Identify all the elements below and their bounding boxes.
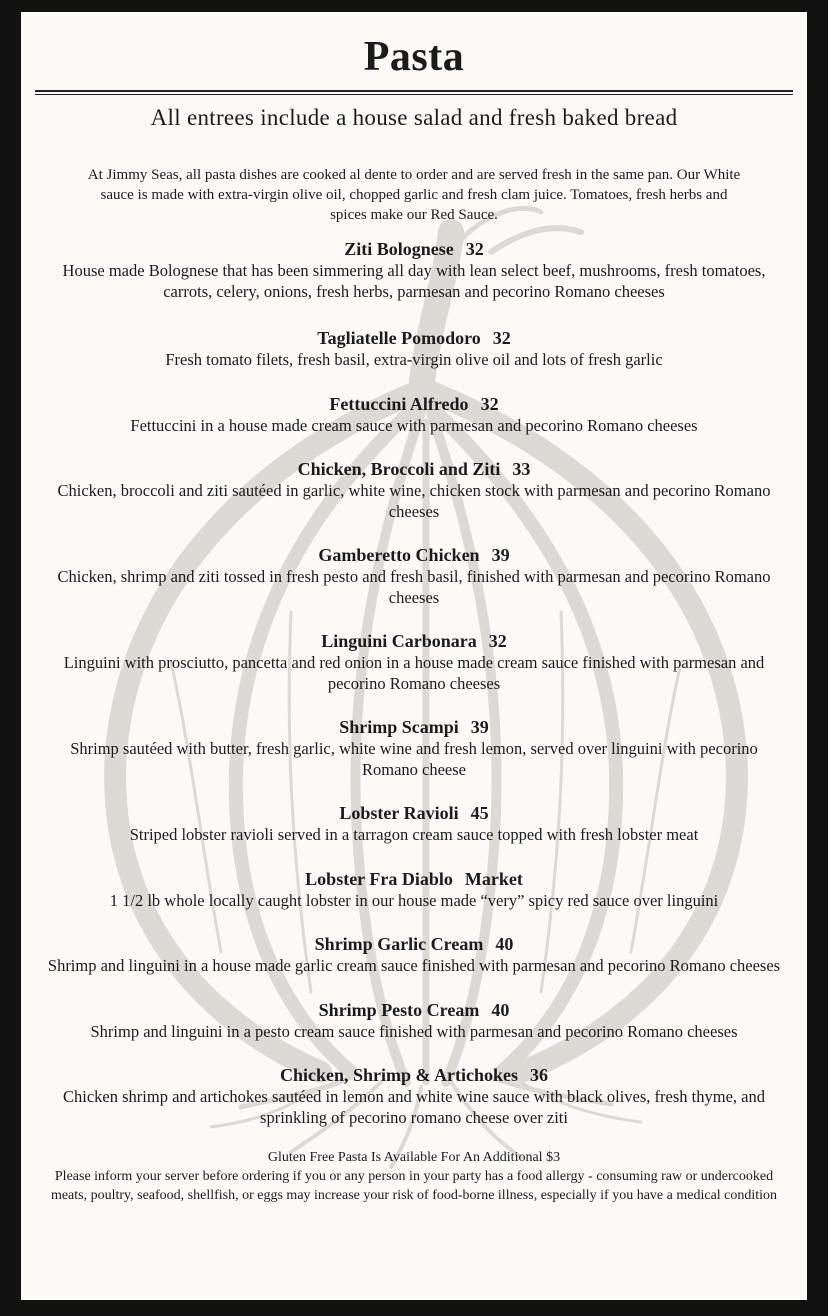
menu-item-description: Striped lobster ravioli served in a tarragon cream sauce topped with fresh lobster meat bbox=[129, 825, 699, 844]
menu-item-price: 32 bbox=[492, 328, 511, 348]
menu-item bbox=[44, 629, 784, 694]
menu-item-title bbox=[44, 392, 784, 416]
menu-item bbox=[44, 715, 784, 780]
menu-item-title bbox=[44, 801, 784, 825]
menu-item-name: Shrimp Pesto Cream bbox=[318, 999, 480, 1020]
menu-item-title bbox=[44, 543, 784, 567]
menu-footer bbox=[44, 1148, 784, 1205]
menu-item-title bbox=[44, 237, 784, 261]
menu-item-description: House made Bolognese that has been simmering all day with lean select beef, mushrooms, fresh tomatoes, carrots, celery, onions, fresh herbs, parmesan and pecorino Romano cheeses bbox=[62, 261, 766, 301]
menu-item-name: Tagliatelle Pomodoro bbox=[317, 328, 481, 348]
menu-item-name: Lobster Fra Diablo bbox=[305, 868, 453, 889]
menu-content bbox=[21, 12, 807, 1205]
menu-item-price: 40 bbox=[491, 999, 510, 1020]
menu-item-price: 33 bbox=[512, 459, 531, 479]
menu-item-description: Shrimp and linguini in a house made garlic cream sauce finished with parmesan and pecorino Romano cheeses bbox=[47, 956, 781, 975]
menu-item-description: Fettuccini in a house made cream sauce with parmesan and pecorino Romano cheeses bbox=[130, 415, 698, 435]
menu-item bbox=[44, 237, 784, 302]
menu-item bbox=[44, 932, 784, 977]
menu-item-description: Linguini with prosciutto, pancetta and red onion in a house made cream sauce finished with parmesan and pecorino Romano cheeses bbox=[63, 653, 765, 693]
menu-item-title bbox=[44, 1063, 784, 1087]
menu-item bbox=[44, 801, 784, 846]
menu-item-price: 45 bbox=[470, 803, 489, 823]
menu-item-title bbox=[44, 998, 784, 1022]
menu-item-title bbox=[44, 457, 784, 481]
menu-item-description: Chicken, shrimp and ziti tossed in fresh pesto and fresh basil, finished with parmesan and pecorino Romano cheeses bbox=[57, 567, 771, 607]
menu-item-description: Fresh tomato filets, fresh basil, extra-virgin olive oil and lots of fresh garlic bbox=[165, 350, 663, 369]
menu-item bbox=[44, 867, 784, 912]
menu-item bbox=[44, 392, 784, 437]
menu-item-name: Chicken, Broccoli and Ziti bbox=[297, 459, 501, 479]
menu-item-title bbox=[44, 715, 784, 739]
menu-item-title bbox=[44, 629, 784, 653]
menu-item bbox=[44, 457, 784, 522]
menu-item-description: 1 1/2 lb whole locally caught lobster in our house made “very” spicy red sauce over linguini bbox=[109, 890, 719, 910]
intro-paragraph: At Jimmy Seas, all pasta dishes are cooked al dente to order and are served fresh in the same pan. Our White sauce is made with extra-virgin olive oil, chopped garlic and fresh clam juice. Tomatoes, fresh herbs and spices make our Red Sauce. bbox=[87, 167, 741, 223]
menu-item-price: 36 bbox=[530, 1065, 549, 1085]
menu-item bbox=[44, 1063, 784, 1128]
menu-item-name: Shrimp Scampi bbox=[339, 717, 459, 737]
menu-items-list bbox=[21, 237, 807, 1128]
menu-item-title bbox=[44, 326, 784, 350]
menu-item-name: Ziti Bolognese bbox=[344, 239, 454, 259]
menu-item-name: Linguini Carbonara bbox=[321, 631, 477, 651]
menu-item-description: Shrimp and linguini in a pesto cream sauce finished with parmesan and pecorino Romano cheeses bbox=[90, 1021, 738, 1041]
menu-item-name: Gamberetto Chicken bbox=[318, 545, 480, 565]
menu-item-name: Chicken, Shrimp & Artichokes bbox=[279, 1065, 519, 1085]
menu-item-price: 40 bbox=[495, 934, 514, 954]
page-subtitle: All entrees include a house salad and fresh baked bread bbox=[150, 105, 678, 130]
menu-item-price: 32 bbox=[480, 393, 499, 414]
title-divider bbox=[35, 90, 793, 95]
menu-page bbox=[21, 12, 807, 1300]
page-title: Pasta bbox=[363, 34, 465, 80]
menu-item-name: Shrimp Garlic Cream bbox=[314, 934, 484, 954]
menu-item-price: 39 bbox=[470, 717, 489, 737]
menu-item-price: 39 bbox=[491, 545, 510, 565]
menu-item bbox=[44, 998, 784, 1043]
menu-item-price: Market bbox=[464, 868, 523, 889]
menu-item-title bbox=[44, 867, 784, 891]
menu-item-title bbox=[44, 932, 784, 956]
gluten-free-note: Gluten Free Pasta Is Available For An Additional $3 bbox=[267, 1150, 561, 1165]
menu-item-description: Chicken shrimp and artichokes sautéed in lemon and white wine sauce with black olives, fresh thyme, and sprinkling of pecorino romano cheese over ziti bbox=[63, 1087, 765, 1127]
menu-item-price: 32 bbox=[465, 239, 484, 259]
menu-item-price: 32 bbox=[488, 631, 507, 651]
menu-item bbox=[44, 543, 784, 608]
menu-item-name: Lobster Ravioli bbox=[339, 803, 459, 823]
allergy-disclaimer: Please inform your server before ordering if you or any person in your party has a food allergy - consuming raw or undercooked meats, poultry, seafood, shellfish, or eggs may increase your risk of food-borne illness, especially if you have a medical condition bbox=[50, 1169, 778, 1203]
menu-item-description: Shrimp sautéed with butter, fresh garlic, white wine and fresh lemon, served over linguini with pecorino Romano cheese bbox=[70, 739, 758, 779]
menu-item-name: Fettuccini Alfredo bbox=[329, 393, 469, 414]
menu-item bbox=[44, 326, 784, 371]
menu-item-description: Chicken, broccoli and ziti sautéed in garlic, white wine, chicken stock with parmesan and pecorino Romano cheeses bbox=[57, 481, 771, 521]
